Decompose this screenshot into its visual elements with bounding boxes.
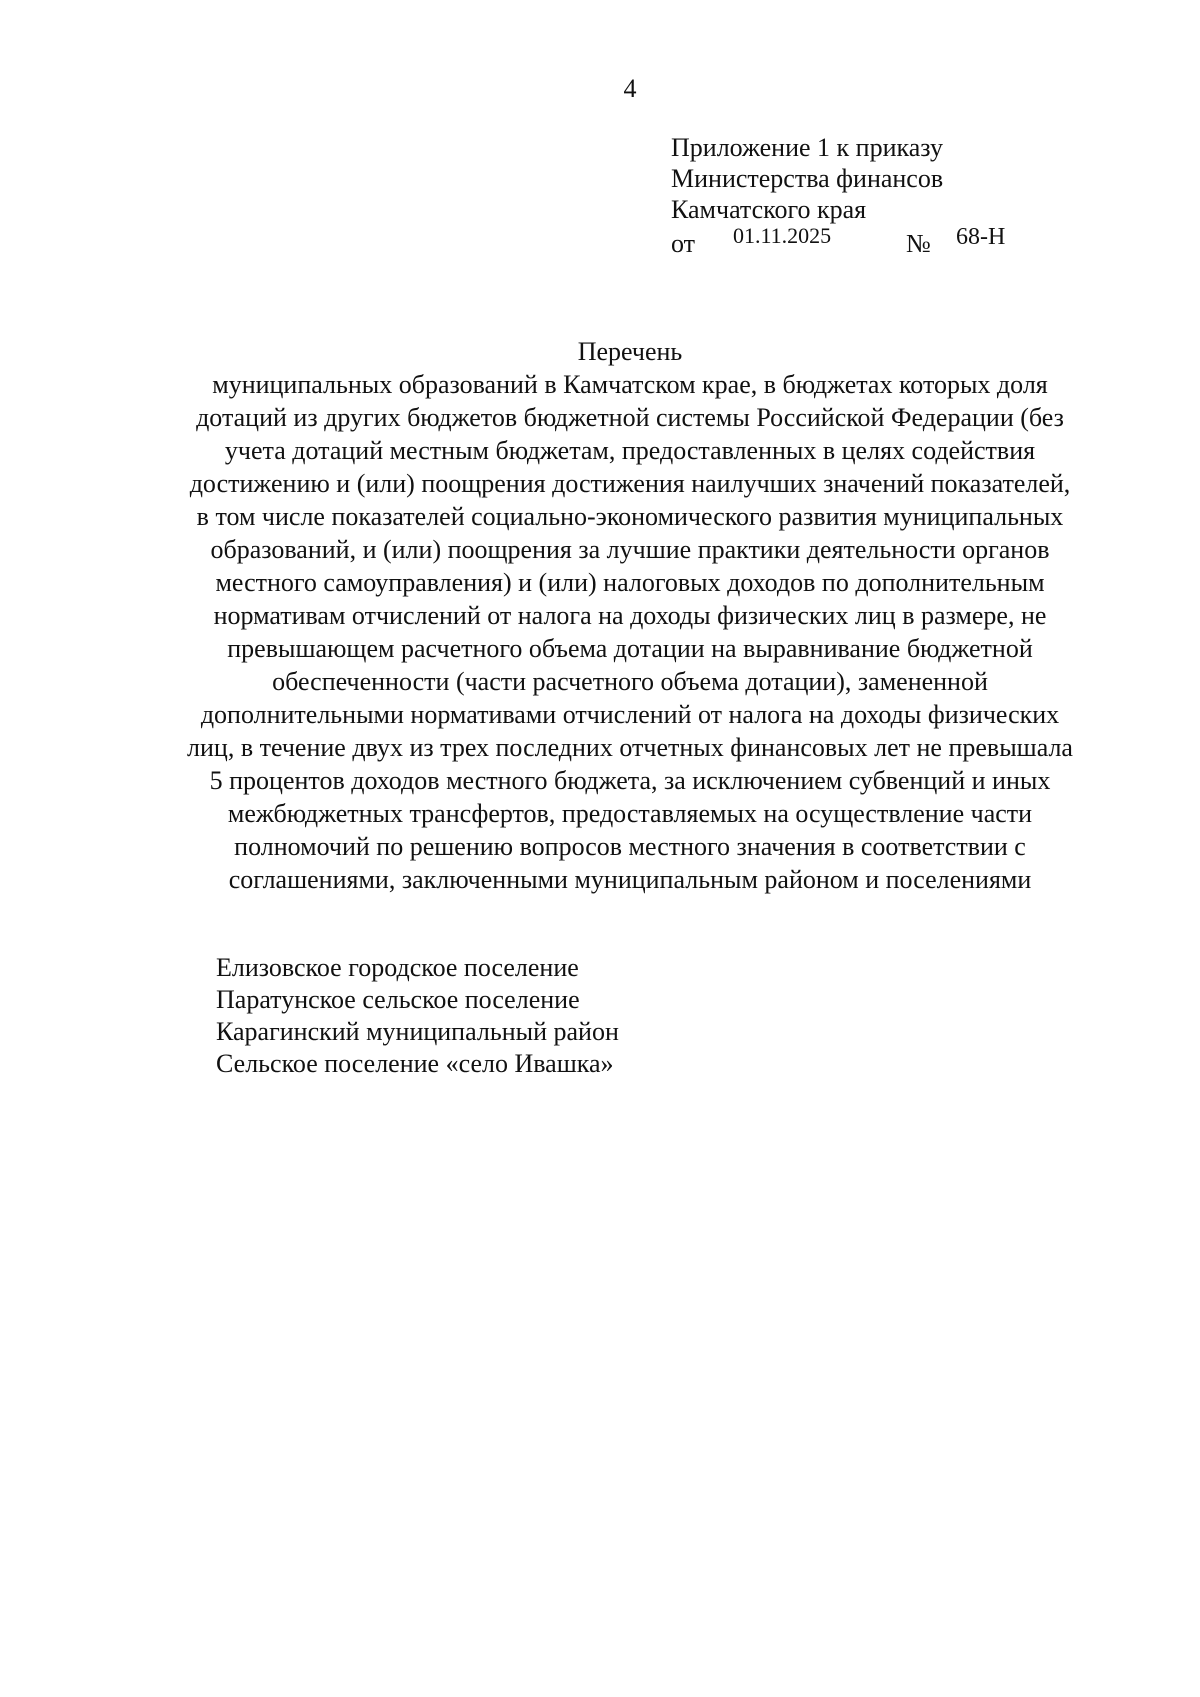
appendix-line-1: Приложение 1 к приказу — [671, 133, 944, 162]
municipality-list — [216, 952, 1016, 1080]
order-reference — [671, 223, 1091, 258]
title-line: нормативам отчислений от налога на доходы физических лиц в размере, не — [213, 601, 1047, 630]
title-line: местного самоуправления) и (или) налоговых доходов по дополнительным — [215, 568, 1045, 597]
document-title — [0, 335, 1200, 896]
appendix-line-2: Министерства финансов — [671, 164, 944, 193]
title-line: достижению и (или) поощрения достижения наилучших значений показателей, — [189, 469, 1071, 498]
appendix-line-3: Камчатского края — [671, 195, 867, 224]
list-item: Елизовское городское поселение — [216, 953, 579, 982]
title-line: муниципальных образований в Камчатском крае, в бюджетах которых доля — [212, 370, 1048, 399]
title-line: учета дотаций местным бюджетам, предоставленных в целях содействия — [224, 436, 1036, 465]
title-line: полномочий по решению вопросов местного значения в соответствии с — [234, 832, 1026, 861]
page-number: 4 — [623, 74, 637, 103]
title-line: лиц, в течение двух из трех последних отчетных финансовых лет не превышала — [187, 733, 1073, 762]
list-item: Карагинский муниципальный район — [216, 1017, 619, 1046]
title-line: превышающем расчетного объема дотации на выравнивание бюджетной — [227, 634, 1033, 663]
title-line: дополнительными нормативами отчислений от налога на доходы физических — [200, 700, 1060, 729]
order-from-label: от — [671, 229, 696, 258]
title-line: соглашениями, заключенными муниципальным районом и поселениями — [228, 865, 1032, 894]
appendix-header — [671, 132, 1091, 256]
order-number: 68-Н — [956, 224, 1006, 250]
order-number-sign: № — [906, 229, 931, 258]
list-item: Сельское поселение «село Ивашка» — [216, 1049, 614, 1078]
list-item: Паратунское сельское поселение — [216, 985, 580, 1014]
title-line: 5 процентов доходов местного бюджета, за исключением субвенций и иных — [209, 766, 1051, 795]
order-date: 01.11.2025 — [733, 223, 832, 248]
title-line: в том числе показателей социально-экономического развития муниципальных — [196, 502, 1064, 531]
title-heading: Перечень — [577, 337, 683, 366]
title-line: обеспеченности (части расчетного объема дотации), замененной — [272, 667, 988, 696]
title-line: дотаций из других бюджетов бюджетной системы Российской Федерации (без — [196, 403, 1064, 432]
title-line: межбюджетных трансфертов, предоставляемых на осуществление части — [227, 799, 1033, 828]
title-line: образований, и (или) поощрения за лучшие практики деятельности органов — [210, 535, 1050, 564]
